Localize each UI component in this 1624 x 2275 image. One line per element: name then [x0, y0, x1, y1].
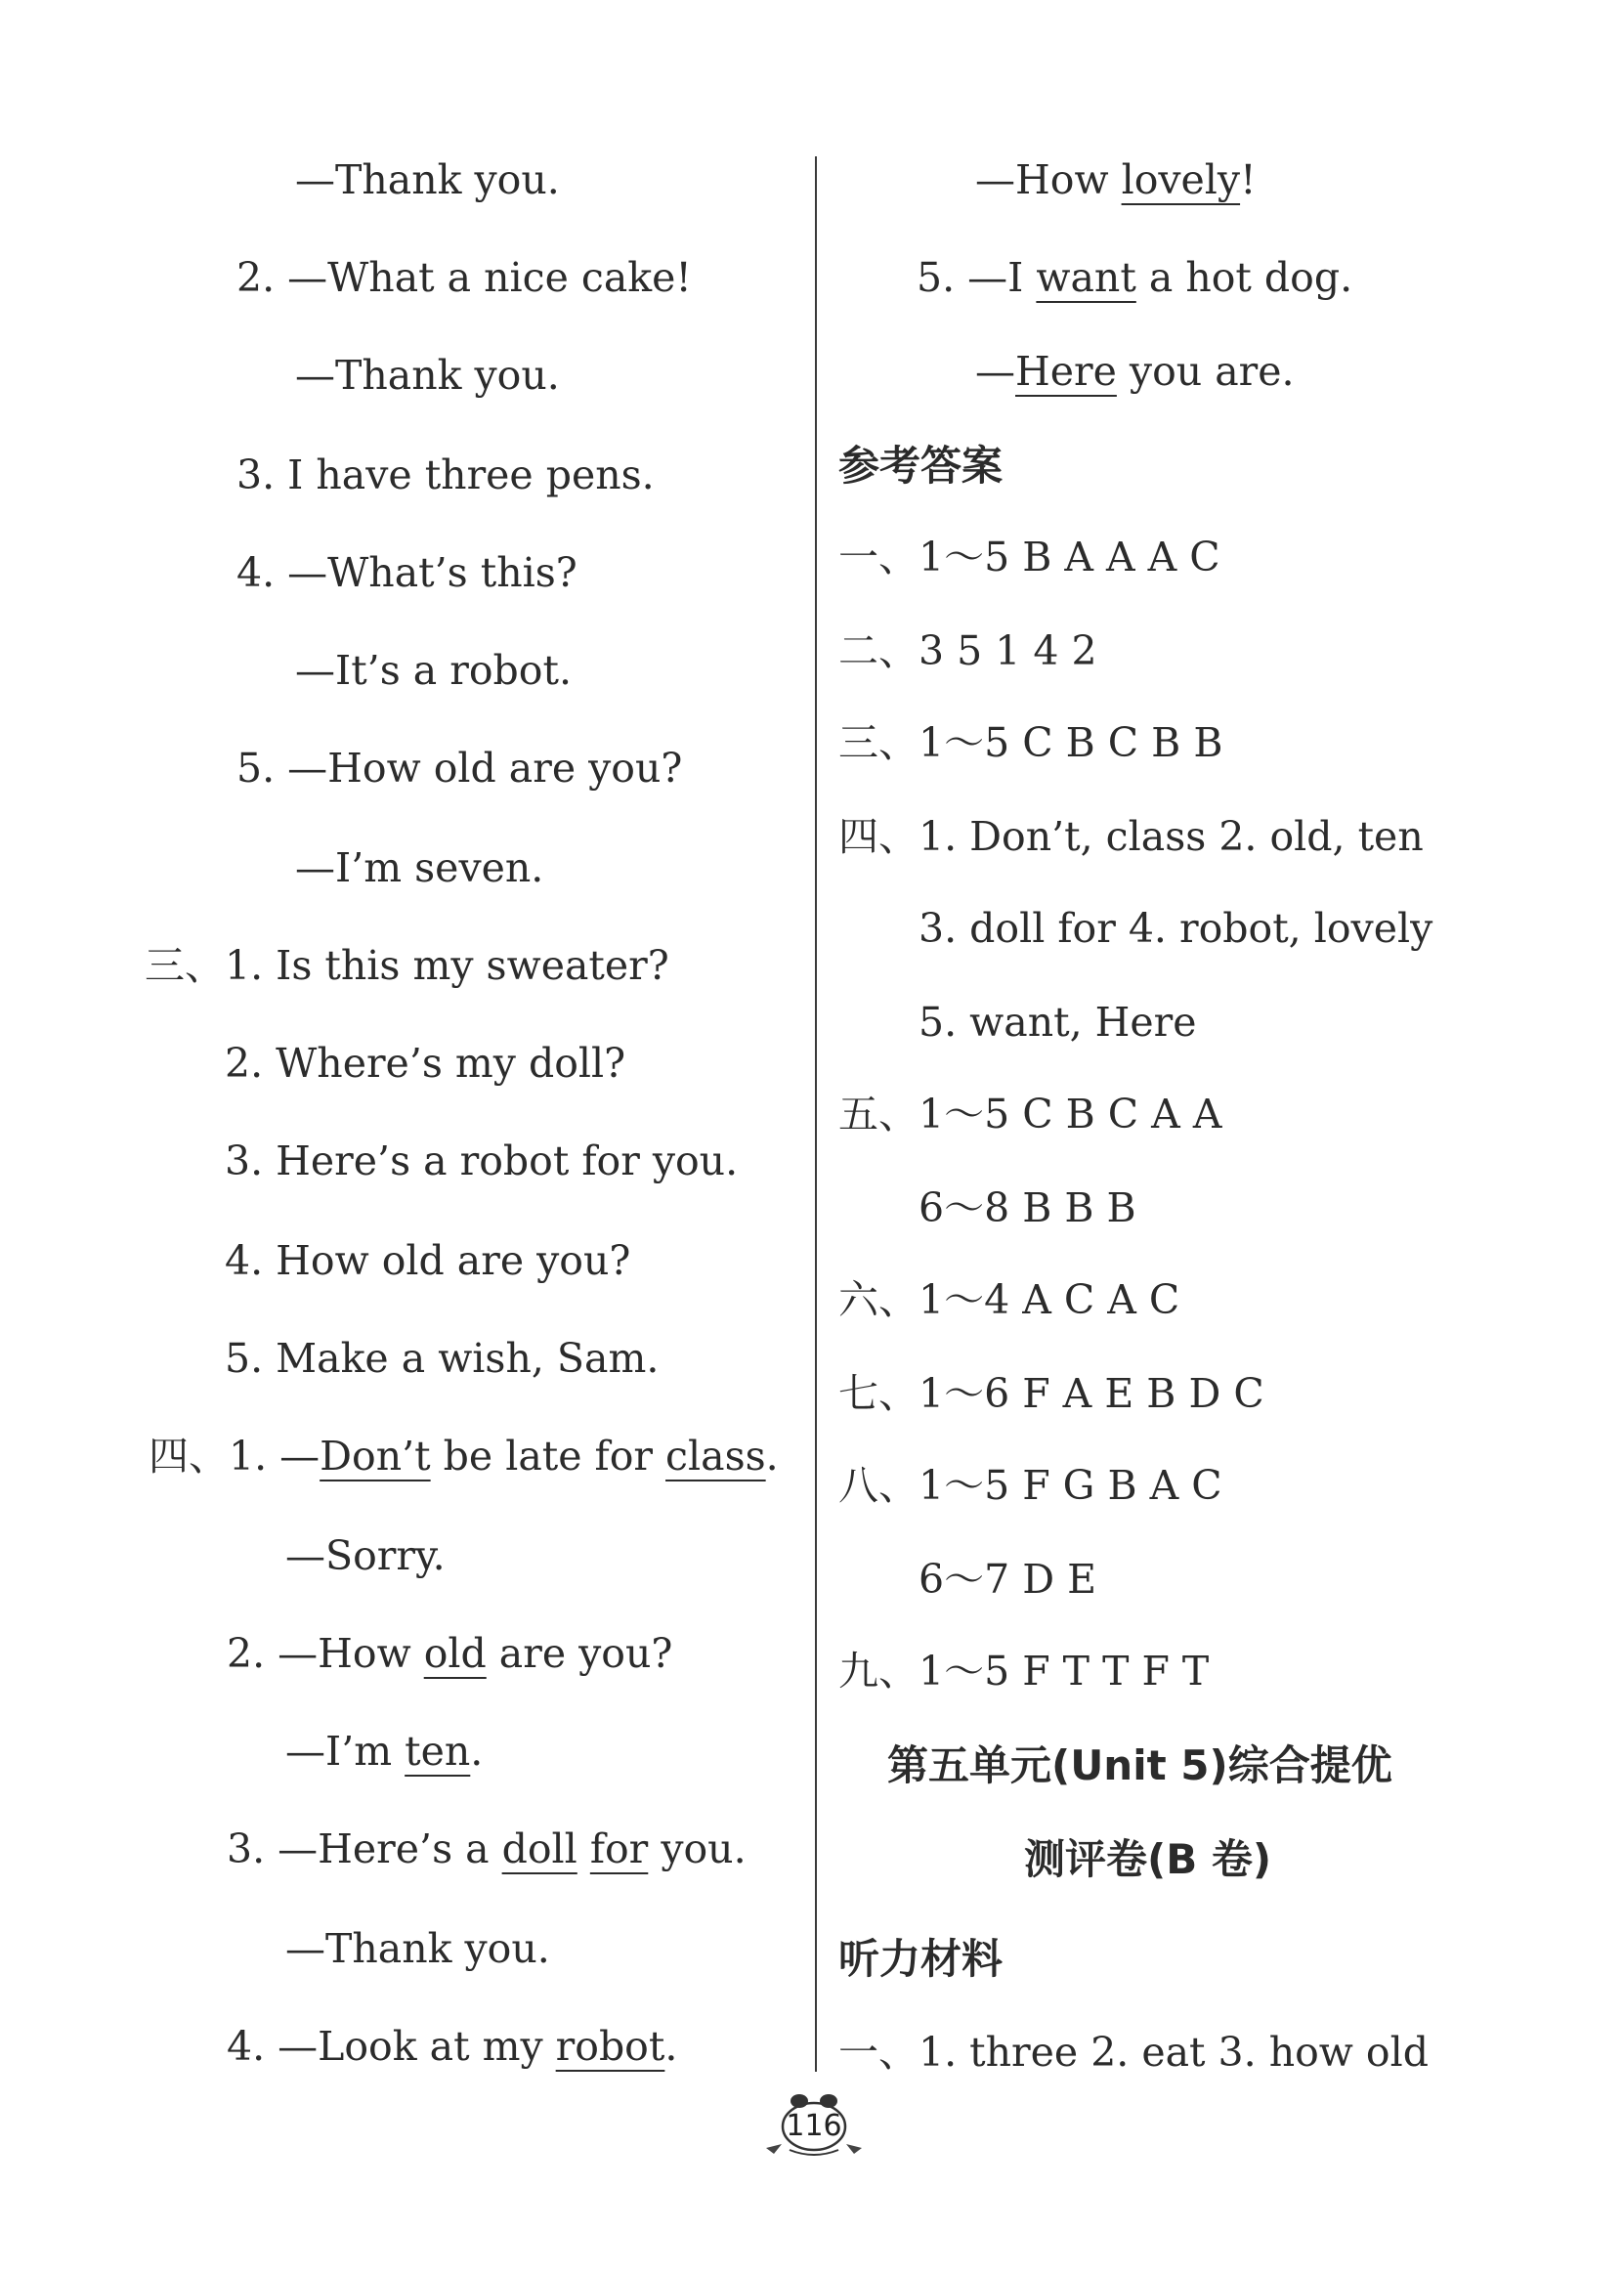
- page-number: 116: [786, 2109, 842, 2143]
- unit-title: 第五单元(Unit 5)综合提优: [887, 1741, 1392, 1789]
- line: —Here you are.: [975, 348, 1295, 395]
- answer-line: 6～7 D E: [919, 1556, 1097, 1603]
- answer-line: 3. doll for 4. robot, lovely: [919, 905, 1433, 952]
- answer-line: 三、1～5 C B C B B: [838, 719, 1223, 766]
- answer-line: 八、1～5 F G B A C: [838, 1462, 1222, 1509]
- listening-heading: 听力材料: [838, 1935, 1004, 1983]
- line: 5. —How old are you?: [236, 745, 683, 792]
- answer-line: 九、1～5 F T T F T: [838, 1648, 1210, 1695]
- section-4-item: —I’m ten.: [285, 1728, 484, 1775]
- line: 5. —I want a hot dog.: [917, 254, 1353, 301]
- line: —Thank you.: [295, 352, 560, 399]
- section-3-item: 三、1. Is this my sweater?: [145, 942, 669, 989]
- line: —It’s a robot.: [295, 647, 572, 694]
- section-3-item: 3. Here’s a robot for you.: [225, 1138, 739, 1184]
- section-4-item: 2. —How old are you?: [227, 1630, 673, 1677]
- page-number-badge: [760, 2089, 868, 2160]
- answer-line: 六、1～4 A C A C: [838, 1276, 1180, 1323]
- answers-heading: 参考答案: [838, 442, 1004, 490]
- line: —I’m seven.: [295, 844, 544, 891]
- answer-line: 二、3 5 1 4 2: [838, 627, 1097, 674]
- section-3-item: 5. Make a wish, Sam.: [225, 1335, 660, 1382]
- section-4-item: 4. —Look at my robot.: [227, 2023, 678, 2070]
- listening-line: 一、1. three 2. eat 3. how old: [838, 2029, 1429, 2076]
- line: —How lovely!: [975, 156, 1257, 203]
- unit-subtitle: 测评卷(B 卷): [1024, 1835, 1272, 1883]
- answer-line: 5. want, Here: [919, 999, 1197, 1046]
- answer-line: 五、1～5 C B C A A: [838, 1091, 1222, 1138]
- answer-line: 一、1～5 B A A A C: [838, 534, 1220, 580]
- line: 4. —What’s this?: [236, 549, 577, 596]
- section-3-item: 4. How old are you?: [225, 1237, 631, 1284]
- line: —Thank you.: [295, 156, 560, 203]
- answer-line: 四、1. Don’t, class 2. old, ten: [838, 813, 1424, 860]
- line: 2. —What a nice cake!: [236, 254, 692, 301]
- answer-line: 6～8 B B B: [919, 1184, 1136, 1231]
- section-4-item: —Sorry.: [285, 1532, 446, 1579]
- section-4-item: —Thank you.: [285, 1925, 550, 1972]
- column-divider: [815, 156, 817, 2072]
- section-4-item: 3. —Here’s a doll for you.: [227, 1825, 747, 1872]
- section-3-item: 2. Where’s my doll?: [225, 1040, 626, 1087]
- answer-line: 七、1～6 F A E B D C: [838, 1370, 1264, 1417]
- section-4-item: 四、1. —Don’t be late for class.: [149, 1433, 779, 1480]
- line: 3. I have three pens.: [236, 451, 655, 498]
